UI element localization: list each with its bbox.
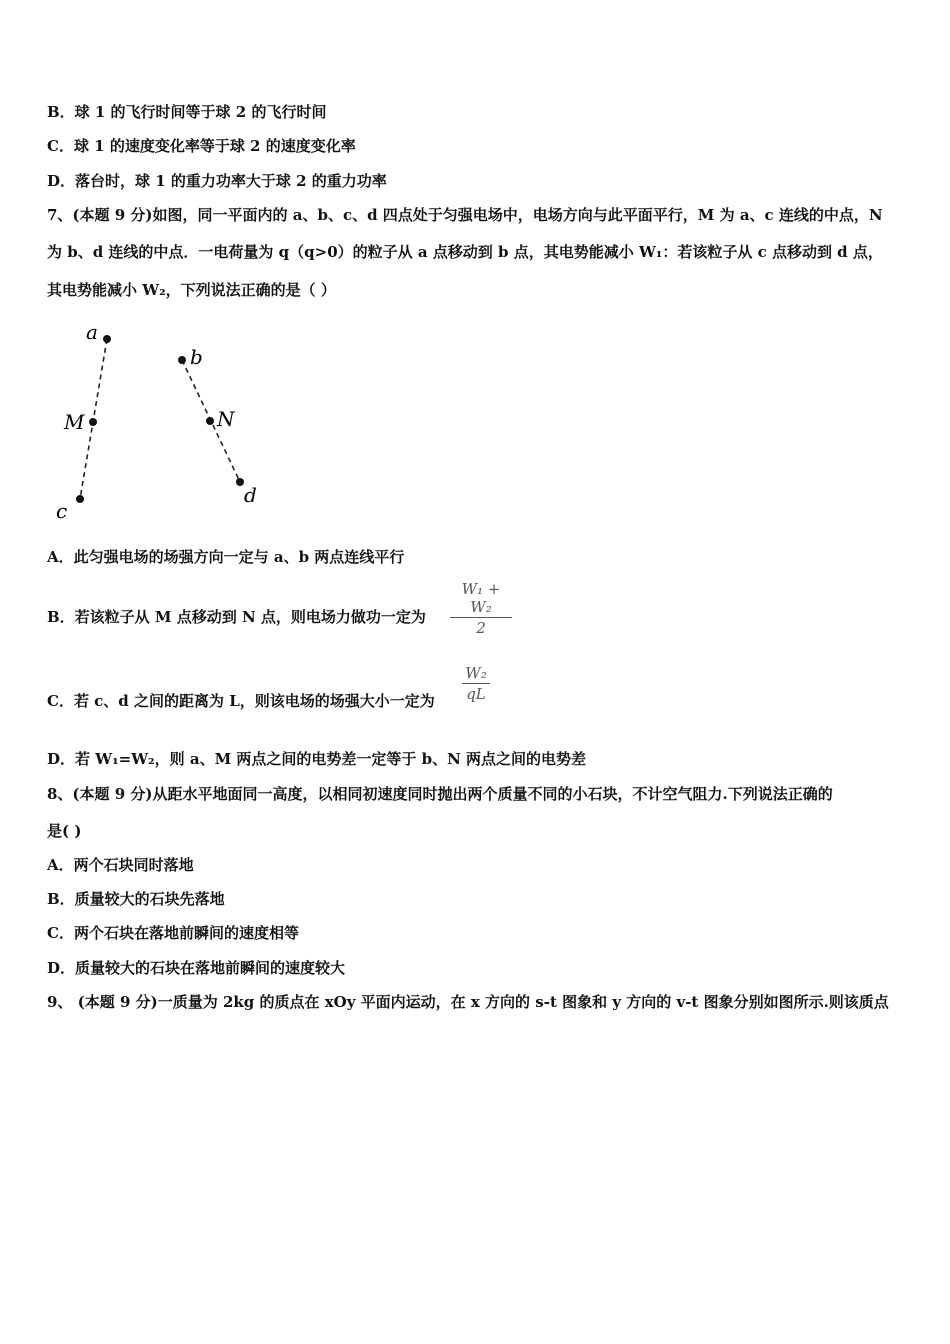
q7-option-c: C．若 c、d 之间的距离为 L，则该电场的场强大小一定为 xyxy=(47,692,435,710)
label-b: b xyxy=(190,345,203,369)
q6-option-d: D．落台时，球 1 的重力功率大于球 2 的重力功率 xyxy=(47,172,387,190)
q7-stem-text-1: 如图，同一平面内的 a、b、c、d 四点处于匀强电场中，电场方向与此平面平行，M 为 a、c 连线的中点，N xyxy=(152,206,883,224)
q7-option-b: B．若该粒子从 M 点移动到 N 点，则电场力做功一定为 xyxy=(47,608,426,626)
q8-option-c: C．两个石块在落地前瞬间的速度相等 xyxy=(47,924,299,942)
label-c: c xyxy=(56,499,68,520)
q7-stem-line-2: 为 b、d 连线的中点．一电荷量为 q（q>0）的粒子从 a 点移动到 b 点，其电势能减小 W₁：若该粒子从 c 点移动到 d 点， xyxy=(47,243,883,261)
q7-option-c-denominator: qL xyxy=(466,685,486,703)
q9-stem-line-1: 9、 (本题 9 分)一质量为 2kg 的质点在 xOy 平面内运动，在 x 方向的 s-t 图象和 y 方向的 v-t 图象分别如图所示.则该质点 xyxy=(47,993,889,1011)
q7-option-c-numerator: W₂ xyxy=(465,664,487,682)
q7-option-b-fraction xyxy=(450,580,512,637)
label-a: a xyxy=(86,320,98,344)
label-m: M xyxy=(64,410,85,434)
q7-option-b-numerator: W₁ + W₂ xyxy=(461,580,501,616)
label-n: N xyxy=(217,407,235,431)
q8-option-b: B．质量较大的石块先落地 xyxy=(47,890,225,908)
q7-option-c-fraction xyxy=(462,664,490,703)
q7-option-d: D．若 W₁=W₂，则 a、M 两点之间的电势差一定等于 b、N 两点之间的电势差 xyxy=(47,750,587,768)
q7-option-a: A．此匀强电场的场强方向一定与 a、b 两点连线平行 xyxy=(47,548,405,566)
q7-figure xyxy=(50,320,280,520)
point-d xyxy=(236,478,244,486)
q8-option-d: D．质量较大的石块在落地前瞬间的速度较大 xyxy=(47,959,346,977)
q8-stem-line-2: 是( ) xyxy=(47,822,82,840)
q6-option-c: C．球 1 的速度变化率等于球 2 的速度变化率 xyxy=(47,137,356,155)
q7-option-b-denominator: 2 xyxy=(476,619,486,637)
q7-number: 7、(本题 9 分) xyxy=(47,206,153,224)
point-a xyxy=(103,335,111,343)
q8-option-a: A．两个石块同时落地 xyxy=(47,856,194,874)
label-d: d xyxy=(244,483,257,507)
q7-stem-line-1 xyxy=(47,205,907,225)
point-m xyxy=(89,418,97,426)
q6-option-b: B．球 1 的飞行时间等于球 2 的飞行时间 xyxy=(47,103,327,121)
point-n xyxy=(206,417,214,425)
q7-stem-line-3: 其电势能减小 W₂，下列说法正确的是（ ） xyxy=(47,281,336,299)
point-b xyxy=(178,356,186,364)
point-c xyxy=(76,495,84,503)
q8-stem-line-1: 8、(本题 9 分)从距水平地面同一高度，以相同初速度同时抛出两个质量不同的小石块，不计空气阻力.下列说法正确的 xyxy=(47,785,833,803)
